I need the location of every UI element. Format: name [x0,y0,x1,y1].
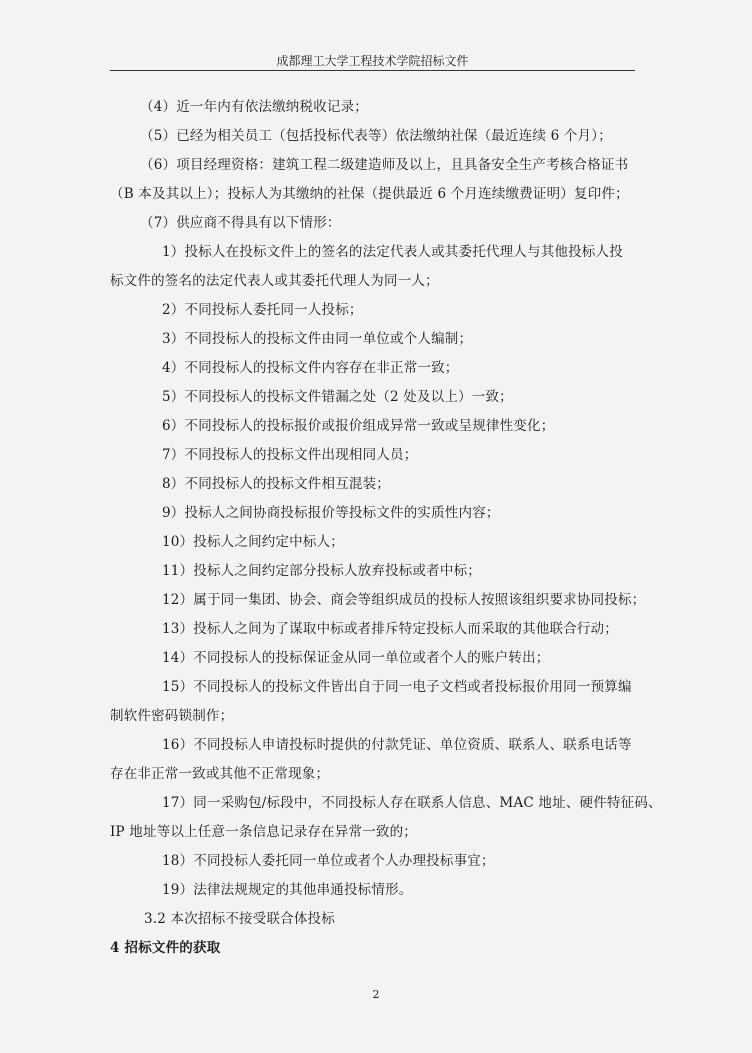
situation-15-cont: 制软件密码锁制作； [110,708,234,724]
situation-5: 5）不同投标人的投标文件错漏之处（2 处及以上）一致； [162,389,513,405]
document-body [110,93,662,963]
situation-18: 18）不同投标人委托同一单位或者个人办理投标事宜； [162,853,495,869]
page-header-title: 成都理工大学工程技术学院招标文件 [276,54,469,68]
situation-14: 14）不同投标人的投标保证金从同一单位或者个人的账户转出； [162,650,550,666]
situation-4: 4）不同投标人的投标文件内容存在非正常一致； [162,360,459,376]
situation-13: 13）投标人之间为了谋取中标或者排斥特定投标人而采取的其他联合行动； [162,621,618,637]
requirement-5: （5）已经为相关员工（包括投标代表等）依法缴纳社保（最近连续 6 个月）； [140,128,612,144]
situation-9: 9）投标人之间协商投标报价等投标文件的实质性内容； [162,505,500,521]
situation-7: 7）不同投标人的投标文件出现相同人员； [162,447,418,463]
situation-11: 11）投标人之间约定部分投标人放弃投标或者中标； [162,563,481,579]
situation-6: 6）不同投标人的投标报价或报价组成异常一致或呈规律性变化； [162,418,555,434]
situation-17: 17）同一采购包/标段中，不同投标人存在联系人信息、MAC 地址、硬件特征码、 [162,795,662,811]
header-divider [110,70,635,71]
section-3-2: 3.2 本次招标不接受联合体投标 [144,911,335,927]
requirement-6: （6）项目经理资格：建筑工程二级建造师及以上，且具备安全生产考核合格证书 [140,157,629,173]
section-4-heading: 4 招标文件的获取 [110,940,221,956]
requirement-4: （4）近一年内有依法缴纳税收记录； [140,99,368,115]
situation-16: 16）不同投标人申请投标时提供的付款凭证、单位资质、联系人、联系电话等 [162,737,632,753]
situation-1-cont: 标文件的签名的法定代表人或其委托代理人为同一人； [110,273,439,289]
situation-8: 8）不同投标人的投标文件相互混装； [162,476,390,492]
requirement-6-cont: （B 本及其以上）；投标人为其缴纳的社保（提供最近 6 个月连续缴费证明）复印件； [110,186,629,202]
situation-1: 1）投标人在投标文件上的签名的法定代表人或其委托代理人与其他投标人投 [162,244,623,260]
situation-2: 2）不同投标人委托同一人投标； [162,302,363,318]
page-number: 2 [372,988,380,1001]
requirement-7: （7）供应商不得具有以下情形： [140,215,341,231]
situation-19: 19）法律法规规定的其他串通投标情形。 [162,882,413,898]
situation-16-cont: 存在非正常一致或其他不正常现象； [110,766,330,782]
situation-10: 10）投标人之间约定中标人； [162,534,344,550]
situation-12: 12）属于同一集团、协会、商会等组织成员的投标人按照该组织要求协同投标； [162,592,646,608]
situation-3: 3）不同投标人的投标文件由同一单位或个人编制； [162,331,473,347]
situation-15: 15）不同投标人的投标文件皆出自于同一电子文档或者投标报价用同一预算编 [162,679,632,695]
situation-17-cont: IP 地址等以上任意一条信息记录存在异常一致的； [110,824,418,840]
